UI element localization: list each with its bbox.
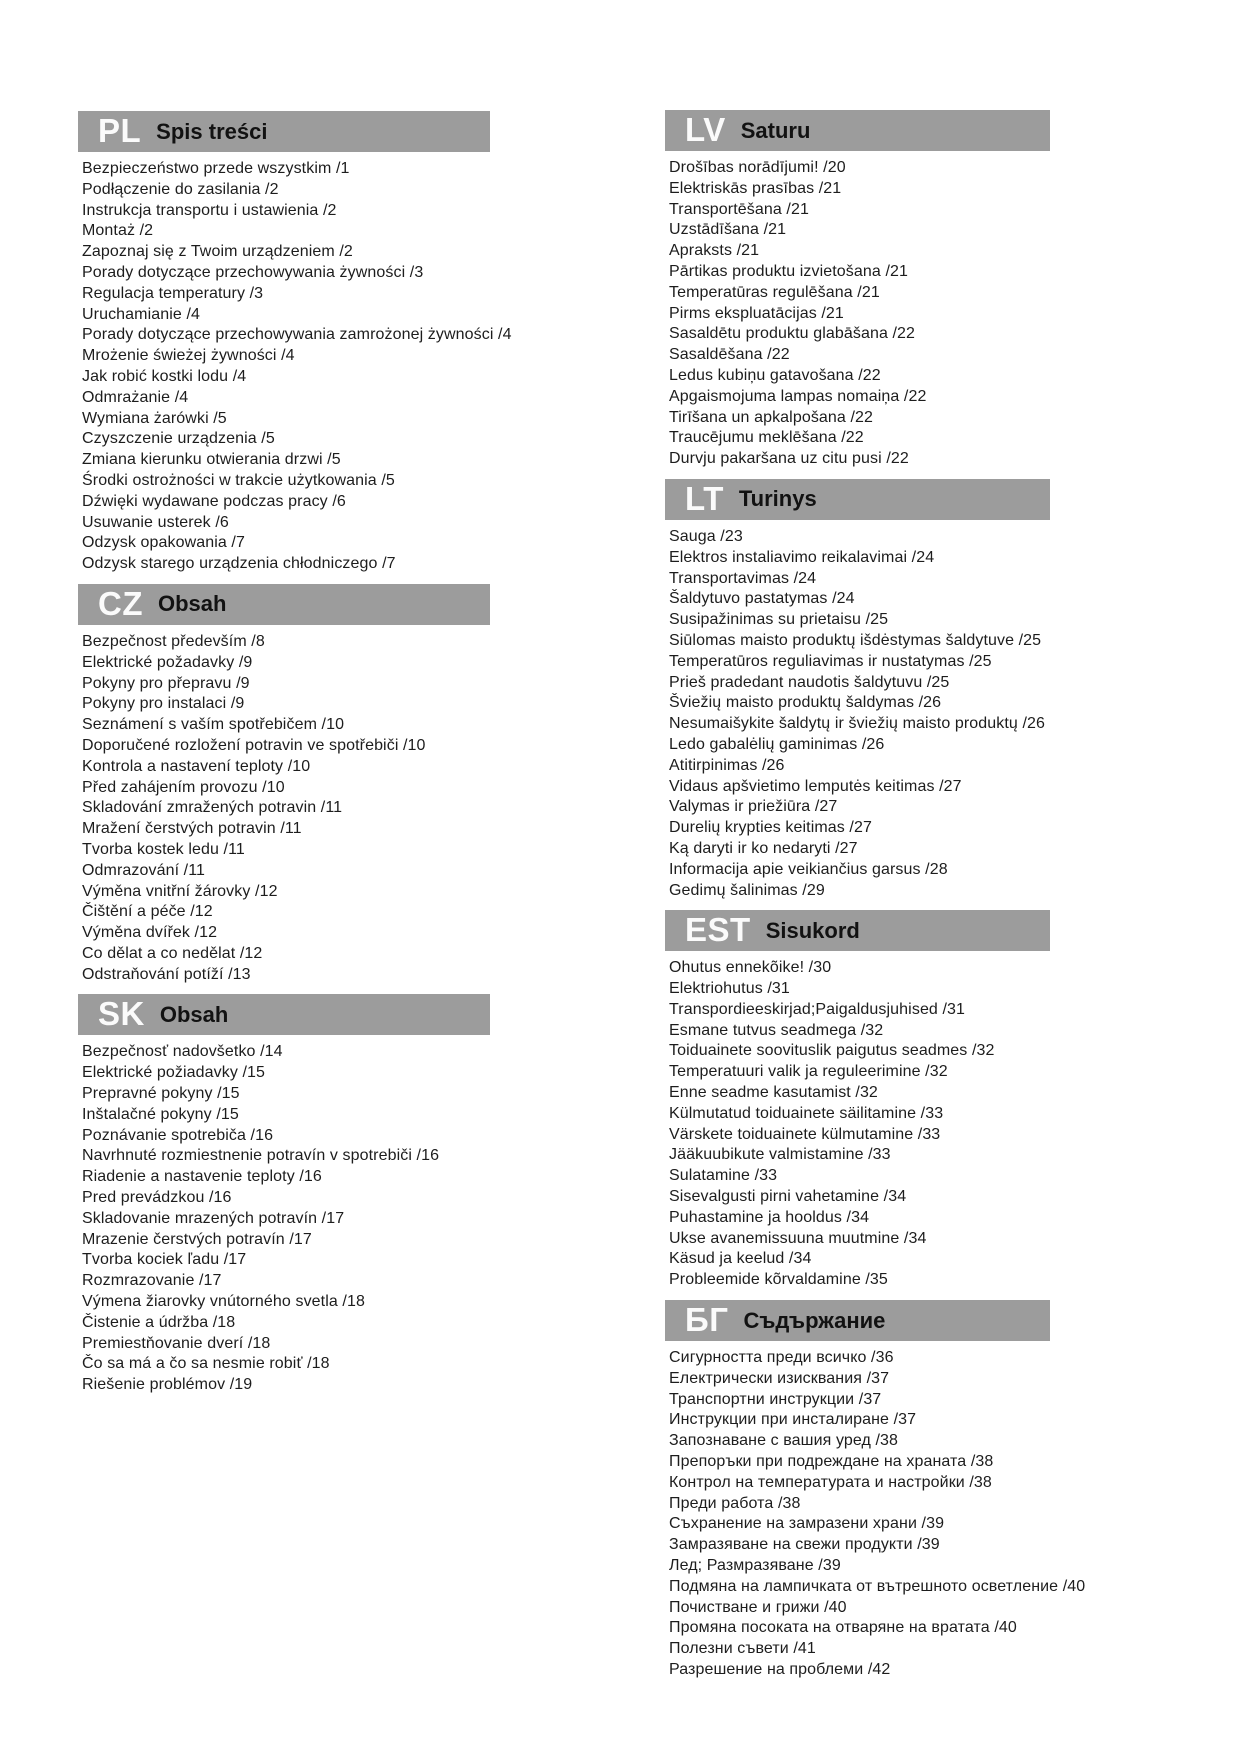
- toc-item: Inštalačné pokyny /15: [82, 1105, 239, 1123]
- language-code-bg: БГ: [685, 1301, 729, 1339]
- toc-item: Skladování zmražených potravin /11: [82, 799, 343, 817]
- toc-item: Värskete toiduainete külmutamine /33: [669, 1125, 941, 1143]
- section-title: Saturu: [740, 117, 811, 143]
- toc-item: Drošības norādījumi! /20: [669, 159, 846, 176]
- toc-item: Tirīšana un apkalpošana /22: [669, 408, 874, 426]
- section-header-bar: [665, 479, 1050, 520]
- toc-item: Porady dotyczące przechowywania żywności /3: [82, 263, 424, 281]
- left-column: [78, 111, 512, 1405]
- section-title: Turinys: [738, 486, 817, 512]
- toc-item: Pokyny pro přepravu /9: [82, 674, 250, 692]
- toc-item: Výmena žiarovky vnútorného svetla /18: [82, 1293, 365, 1311]
- toc-item: Odmrażanie /4: [82, 388, 189, 406]
- toc-item: Сигурността преди всичко /36: [669, 1349, 894, 1367]
- toc-section-lv: [665, 110, 1050, 470]
- toc-item: Uruchamianie /4: [82, 305, 200, 323]
- toc-item: Zmiana kierunku otwierania drzwi /5: [82, 451, 341, 469]
- toc-item: Výměna vnitřní žárovky /12: [82, 882, 278, 900]
- toc-item: Jak robić kostki lodu /4: [82, 367, 247, 385]
- toc-item: Sauga /23: [669, 527, 743, 545]
- toc-item: Pokyny pro instalaci /9: [82, 695, 245, 713]
- toc-item: Gedimų šalinimas /29: [669, 881, 825, 899]
- toc-list: [78, 632, 490, 986]
- toc-item: Sasaldēšana /22: [669, 346, 790, 364]
- toc-item: Odzysk starego urządzenia chłodniczego /7: [82, 555, 396, 573]
- toc-item: Co dělat a co nedělat /12: [82, 944, 263, 962]
- toc-section-est: [665, 910, 1050, 1291]
- toc-item: Apgaismojuma lampas nomaiņa /22: [669, 387, 927, 405]
- toc-item: Elektriskās prasības /21: [669, 179, 842, 197]
- toc-item: Čistenie a údržba /18: [82, 1313, 236, 1331]
- toc-item: Poznávanie spotrebiča /16: [82, 1126, 274, 1144]
- language-code-lt: LT: [685, 479, 724, 517]
- toc-item: Rozmrazovanie /17: [82, 1272, 222, 1290]
- section-title: Sisukord: [765, 917, 860, 943]
- toc-item: Před zahájením provozu /10: [82, 778, 285, 796]
- toc-item: Ledus kubiņu gatavošana /22: [669, 366, 881, 384]
- toc-item: Tvorba kostek ledu /11: [82, 840, 245, 858]
- toc-item: Nesumaišykite šaldytų ir šviežių maisto produktų /26: [669, 715, 1046, 733]
- toc-item: Mrazenie čerstvých potravín /17: [82, 1230, 312, 1248]
- toc-item: Електрически изисквания /37: [669, 1369, 890, 1387]
- toc-item: Elektriohutus /31: [669, 980, 790, 998]
- language-code-pl: PL: [98, 112, 142, 149]
- toc-item: Riadenie a nastavenie teploty /16: [82, 1168, 322, 1186]
- toc-item: Środki ostrożności w trakcie użytkowania /5: [82, 471, 395, 489]
- toc-item: Съхранение на замразени храни /39: [669, 1515, 945, 1533]
- toc-item: Sulatamine /33: [669, 1167, 778, 1185]
- toc-item: Regulacja temperatury /3: [82, 284, 264, 302]
- toc-item: Преди работа /38: [669, 1494, 801, 1512]
- toc-item: Transpordieeskirjad;Paigaldusjuhised /31: [669, 1000, 966, 1018]
- toc-item: Temperatūras regulēšana /21: [669, 283, 880, 301]
- toc-item: Ohutus ennekõike! /30: [669, 959, 832, 977]
- toc-item: Riešenie problémov /19: [82, 1376, 253, 1394]
- toc-item: Odstraňování potíží /13: [82, 965, 251, 983]
- toc-item: Informacija apie veikiančius garsus /28: [669, 860, 948, 878]
- toc-item: Seznámení s vaším spotřebičem /10: [82, 716, 345, 734]
- toc-section-pl: [78, 111, 512, 575]
- toc-item: Bezpieczeństwo przede wszystkim /1: [82, 160, 350, 177]
- toc-item: Toiduainete soovituslik paigutus seadmes /32: [669, 1042, 995, 1060]
- toc-item: Wymiana żarówki /5: [82, 409, 227, 427]
- toc-item: Esmane tutvus seadmega /32: [669, 1021, 884, 1039]
- language-code-cz: CZ: [98, 584, 143, 622]
- right-column: [665, 110, 1086, 1690]
- toc-item: Pārtikas produktu izvietošana /21: [669, 262, 908, 280]
- section-header-bar: [78, 111, 490, 152]
- toc-item: Navrhnuté rozmiestnenie potravín v spotrebiči /16: [82, 1147, 440, 1165]
- toc-item: Čištění a péče /12: [82, 903, 213, 921]
- toc-item: Sasaldētu produktu glabāšana /22: [669, 325, 916, 343]
- toc-list: [78, 159, 512, 575]
- toc-item: Запознаване с вашия уред /38: [669, 1432, 899, 1450]
- toc-item: Czyszczenie urządzenia /5: [82, 430, 275, 448]
- toc-item: Transportavimas /24: [669, 569, 817, 587]
- toc-item: Подмяна на лампичката от вътрешното осветление /40: [669, 1577, 1086, 1595]
- toc-item: Čo sa má a čo sa nesmie robiť /18: [82, 1355, 330, 1373]
- toc-section-cz: [78, 584, 490, 986]
- toc-list: [665, 527, 1050, 901]
- toc-item: Pred prevádzkou /16: [82, 1189, 232, 1207]
- section-header-bar: [78, 994, 490, 1035]
- toc-item: Premiestňovanie dverí /18: [82, 1334, 271, 1352]
- toc-item: Doporučené rozložení potravin ve spotřebiči /10: [82, 736, 426, 754]
- toc-item: Prieš pradedant naudotis šaldytuvu /25: [669, 673, 950, 691]
- toc-item: Mražení čerstvých potravin /11: [82, 820, 302, 838]
- toc-item: Разрешение на проблеми /42: [669, 1661, 891, 1678]
- toc-item: Mrożenie świeżej żywności /4: [82, 347, 295, 365]
- toc-item: Prepravné pokyny /15: [82, 1085, 240, 1103]
- toc-item: Podłączenie do zasilania /2: [82, 180, 279, 198]
- toc-item: Tvorba kociek ľadu /17: [82, 1251, 247, 1269]
- toc-item: Elektrické požadavky /9: [82, 653, 253, 671]
- toc-item: Probleemide kõrvaldamine /35: [669, 1271, 888, 1289]
- toc-item: Montaż /2: [82, 222, 154, 240]
- toc-item: Siūlomas maisto produktų išdėstymas šaldytuve /25: [669, 631, 1042, 649]
- language-code-est: EST: [685, 911, 751, 949]
- section-title: Obsah: [158, 591, 227, 617]
- toc-item: Замразяване на свежи продукти /39: [669, 1536, 940, 1554]
- toc-item: Полезни съвети /41: [669, 1640, 816, 1658]
- toc-item: Enne seadme kasutamist /32: [669, 1084, 878, 1102]
- toc-item: Külmutatud toiduainete säilitamine /33: [669, 1104, 944, 1122]
- toc-item: Jääkuubikute valmistamine /33: [669, 1146, 891, 1164]
- toc-item: Ukse avanemissuuna muutmine /34: [669, 1229, 927, 1247]
- toc-item: Elektros instaliavimo reikalavimai /24: [669, 548, 935, 566]
- section-title: Spis treści: [156, 118, 268, 144]
- toc-section-bg: [665, 1300, 1086, 1681]
- section-header-bar: [665, 1300, 1050, 1341]
- toc-list: [665, 158, 1050, 470]
- toc-item: Susipažinimas su prietaisu /25: [669, 611, 889, 629]
- toc-item: Uzstādīšana /21: [669, 221, 787, 239]
- section-title: Съдържание: [743, 1307, 886, 1333]
- toc-item: Durvju pakaršana uz citu pusi /22: [669, 450, 909, 468]
- toc-item: Temperatūros reguliavimas ir nustatymas /25: [669, 652, 992, 670]
- toc-item: Почистване и грижи /40: [669, 1598, 847, 1616]
- toc-item: Odmrazování /11: [82, 861, 206, 879]
- language-code-lv: LV: [685, 111, 726, 148]
- toc-item: Durelių krypties keitimas /27: [669, 819, 872, 837]
- toc-item: Pirms ekspluatācijas /21: [669, 304, 844, 322]
- toc-item: Контрол на температурата и настройки /38: [669, 1473, 992, 1491]
- toc-item: Skladovanie mrazených potravín /17: [82, 1209, 345, 1227]
- toc-item: Dźwięki wydawane podczas pracy /6: [82, 492, 346, 510]
- toc-item: Bezpečnosť nadovšetko /14: [82, 1043, 283, 1061]
- toc-section-lt: [665, 479, 1050, 901]
- toc-item: Výměna dvířek /12: [82, 924, 218, 942]
- toc-item: Valymas ir priežiūra /27: [669, 798, 838, 816]
- toc-item: Промяна посоката на отваряне на вратата /40: [669, 1619, 1017, 1637]
- toc-item: Odzysk opakowania /7: [82, 534, 245, 552]
- toc-list: [665, 958, 1050, 1291]
- toc-item: Препоръки при подреждане на храната /38: [669, 1453, 994, 1471]
- section-header-bar: [665, 110, 1050, 151]
- toc-item: Traucējumu meklēšana /22: [669, 429, 864, 447]
- toc-item: Puhastamine ja hooldus /34: [669, 1208, 870, 1226]
- toc-item: Kontrola a nastavení teploty /10: [82, 757, 311, 775]
- toc-item: Vidaus apšvietimo lemputės keitimas /27: [669, 777, 962, 795]
- section-header-bar: [665, 910, 1050, 951]
- toc-item: Bezpečnost především /8: [82, 632, 265, 650]
- toc-item: Лед; Размразяване /39: [669, 1557, 841, 1575]
- toc-item: Porady dotyczące przechowywania zamrożonej żywności /4: [82, 326, 512, 344]
- toc-item: Šaldytuvo pastatymas /24: [669, 590, 855, 608]
- toc-list: [78, 1042, 490, 1396]
- toc-item: Käsud ja keelud /34: [669, 1250, 812, 1268]
- toc-item: Elektrické požiadavky /15: [82, 1064, 266, 1082]
- toc-item: Apraksts /21: [669, 242, 760, 260]
- section-title: Obsah: [159, 1001, 229, 1027]
- toc-item: Transportēšana /21: [669, 200, 809, 218]
- toc-item: Atitirpinimas /26: [669, 756, 785, 774]
- toc-item: Zapoznaj się z Twoim urządzeniem /2: [82, 243, 353, 261]
- section-header-bar: [78, 584, 490, 625]
- toc-item: Temperatuuri valik ja reguleerimine /32: [669, 1063, 948, 1081]
- language-code-sk: SK: [98, 995, 145, 1033]
- toc-section-sk: [78, 994, 490, 1396]
- toc-item: Šviežių maisto produktų šaldymas /26: [669, 694, 942, 712]
- toc-item: Транспортни инструкции /37: [669, 1390, 882, 1408]
- toc-item: Sisevalgusti pirni vahetamine /34: [669, 1188, 907, 1206]
- toc-item: Instrukcja transportu i ustawienia /2: [82, 201, 337, 219]
- toc-list: [665, 1348, 1086, 1681]
- toc-item: Ledo gabalėlių gaminimas /26: [669, 735, 885, 753]
- toc-item: Ką daryti ir ko nedaryti /27: [669, 839, 858, 857]
- toc-item: Usuwanie usterek /6: [82, 513, 229, 531]
- toc-item: Инструкции при инсталиране /37: [669, 1411, 917, 1429]
